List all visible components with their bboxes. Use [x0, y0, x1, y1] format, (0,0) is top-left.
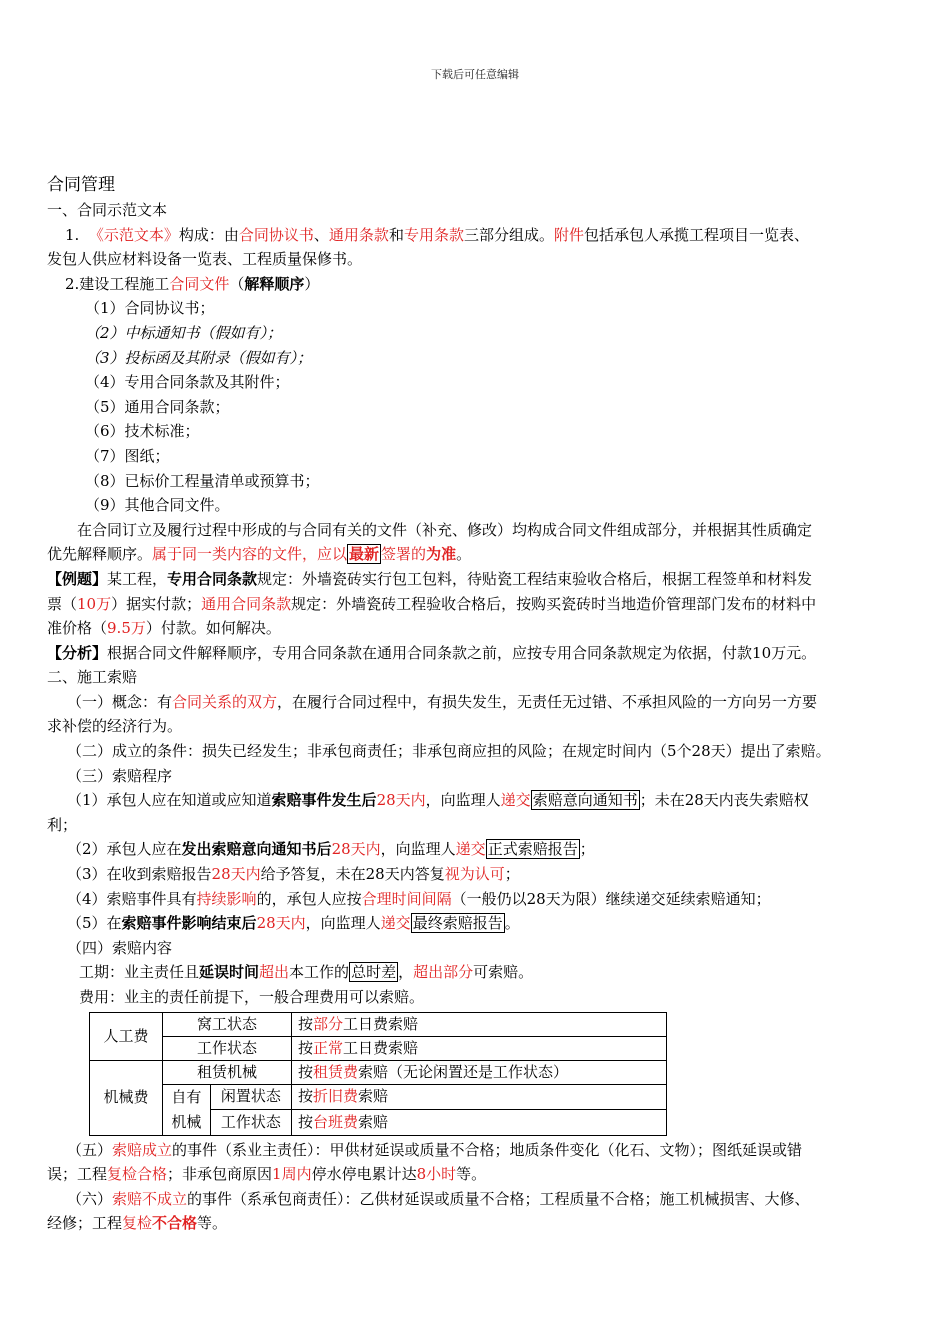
- procedure-heading: （三）索赔程序: [67, 766, 173, 785]
- claim-valid: （五）索赔成立的事件（系业主责任）：甲供材延误或质量不合格；地质条件变化（化石、文物）；图纸延误或错: [67, 1140, 803, 1159]
- concept: （一）概念：有合同关系的双方，在履行合同过程中，有损失发生，无责任无过错、不承担风险的一方向另一方要: [67, 692, 818, 711]
- s1-note: 在合同订立及履行过程中形成的与合同有关的文件（补充、修改）均构成合同文件组成部分，并根据其性质确定: [77, 520, 813, 539]
- fee-claim: 费用：业主的责任前提下，一般合理费用可以索赔。: [79, 988, 425, 1006]
- procedure-5: （5）在索赔事件影响结束后28天内，向监理人递交 最终索赔报告 。: [67, 914, 520, 933]
- table-cell: 机械费: [90, 1060, 163, 1135]
- s1-note-cont: 优先解释顺序。属于同一类内容的文件，应以 最新 签署的为准。: [47, 545, 472, 564]
- table-row: [90, 1060, 667, 1084]
- list-item: （7）图纸；: [85, 446, 170, 465]
- procedure-1: （1）承包人应在知道或应知道索赔事件发生后28天内，向监理人递交 索赔意向通知书 ；未在28天内丧失索赔权: [67, 791, 809, 810]
- example-cont2: 准价格（9.5万）付款。如何解决。: [47, 619, 281, 638]
- table-row: [90, 1012, 667, 1036]
- procedure-3: （3）在收到索赔报告28天内给予答复，未在28天内答复视为认可；: [67, 865, 520, 884]
- list-item: （1）合同协议书；: [85, 299, 215, 318]
- table-cell: 窝工状态: [163, 1012, 292, 1036]
- table-cell: 按租赁费索赔（无论闲置还是工作状态）: [292, 1060, 667, 1084]
- procedure-2: （2）承包人应在发出索赔意向通知书后28天内，向监理人递交 正式索赔报告 ；: [67, 840, 595, 859]
- table-row: [90, 1084, 667, 1110]
- table-cell: 按正常工日费索赔: [292, 1036, 667, 1060]
- procedure-1-cont: 利；: [47, 815, 78, 834]
- content-heading: （四）索赔内容: [67, 938, 173, 957]
- list-item: （3）投标函及其附录（假如有）；: [85, 348, 313, 367]
- analysis: 【分析】根据合同文件解释顺序，专用合同条款在通用合同条款之前，应按专用合同条款规定为依据，付款10万元。: [47, 643, 817, 662]
- claim-invalid-cont: 经修；工程复检不合格等。: [47, 1214, 228, 1233]
- time-claim: 工期：业主责任且延误时间超出本工作的 总时差 ，超出部分可索赔。: [79, 963, 534, 982]
- list-item: （9）其他合同文件。: [85, 496, 230, 515]
- document-body: [47, 172, 913, 1236]
- s1-para1: 1. 《示范文本》构成：由合同协议书、通用条款和专用条款三部分组成。附件包括承包人承揽工程项目一览表、: [65, 225, 810, 244]
- example-cont: 票（10万）据实付款；通用合同条款规定：外墙瓷砖工程验收合格后，按购买瓷砖时当地造价管理部门发布的材料中: [47, 594, 817, 613]
- table-cell: 租赁机械: [163, 1060, 292, 1084]
- list-item: （5）通用合同条款；: [85, 397, 230, 416]
- example: 【例题】某工程，专用合同条款规定：外墙瓷砖实行包工包料，待贴瓷工程结束验收合格后，根据工程签单和材料发: [47, 569, 813, 588]
- claim-valid-cont: 误；工程复检合格；非承包商原因1周内停水停电累计达8小时等。: [47, 1165, 487, 1184]
- procedure-4: （4）索赔事件具有持续影响的，承包人应按合理时间间隔（一般仍以28天为限）继续递交延续索赔通知；: [67, 889, 771, 908]
- s1-para2: 2.建设工程施工合同文件（解释顺序）: [65, 274, 320, 293]
- list-item: （8）已标价工程量清单或预算书；: [85, 471, 320, 490]
- list-item: （6）技术标准；: [85, 422, 200, 441]
- page-header: 下载后可任意编辑: [431, 68, 519, 81]
- section1-heading: 一、合同示范文本: [47, 201, 168, 219]
- table-cell: 自有 机械: [163, 1084, 211, 1135]
- list-item: （4）专用合同条款及其附件；: [85, 373, 290, 392]
- table-cell: 人工费: [90, 1012, 163, 1060]
- table-cell: 按台班费索赔: [292, 1110, 667, 1136]
- conditions: （二）成立的条件：损失已经发生；非承包商责任；非承包商应担的风险；在规定时间内（5个28天）提出了索赔。: [67, 742, 831, 761]
- table-row: [90, 1036, 667, 1060]
- concept-cont: 求补偿的经济行为。: [47, 717, 183, 736]
- list-item: （2）中标通知书（假如有）；: [85, 323, 283, 342]
- claim-table: [89, 1012, 667, 1136]
- claim-invalid: （六）索赔不成立的事件（系承包商责任）：乙供材延误或质量不合格；工程质量不合格；施工机械损害、大修、: [67, 1189, 810, 1208]
- section2-heading: 二、施工索赔: [47, 668, 138, 687]
- table-cell: 按部分工日费索赔: [292, 1012, 667, 1036]
- table-cell: 按折旧费索赔: [292, 1084, 667, 1110]
- table-cell: 工作状态: [163, 1036, 292, 1060]
- table-cell: 工作状态: [210, 1110, 291, 1136]
- doc-title: 合同管理: [47, 175, 115, 195]
- s1-para1-cont: 发包人供应材料设备一览表、工程质量保修书。: [47, 250, 363, 269]
- table-cell: 闲置状态: [210, 1084, 291, 1110]
